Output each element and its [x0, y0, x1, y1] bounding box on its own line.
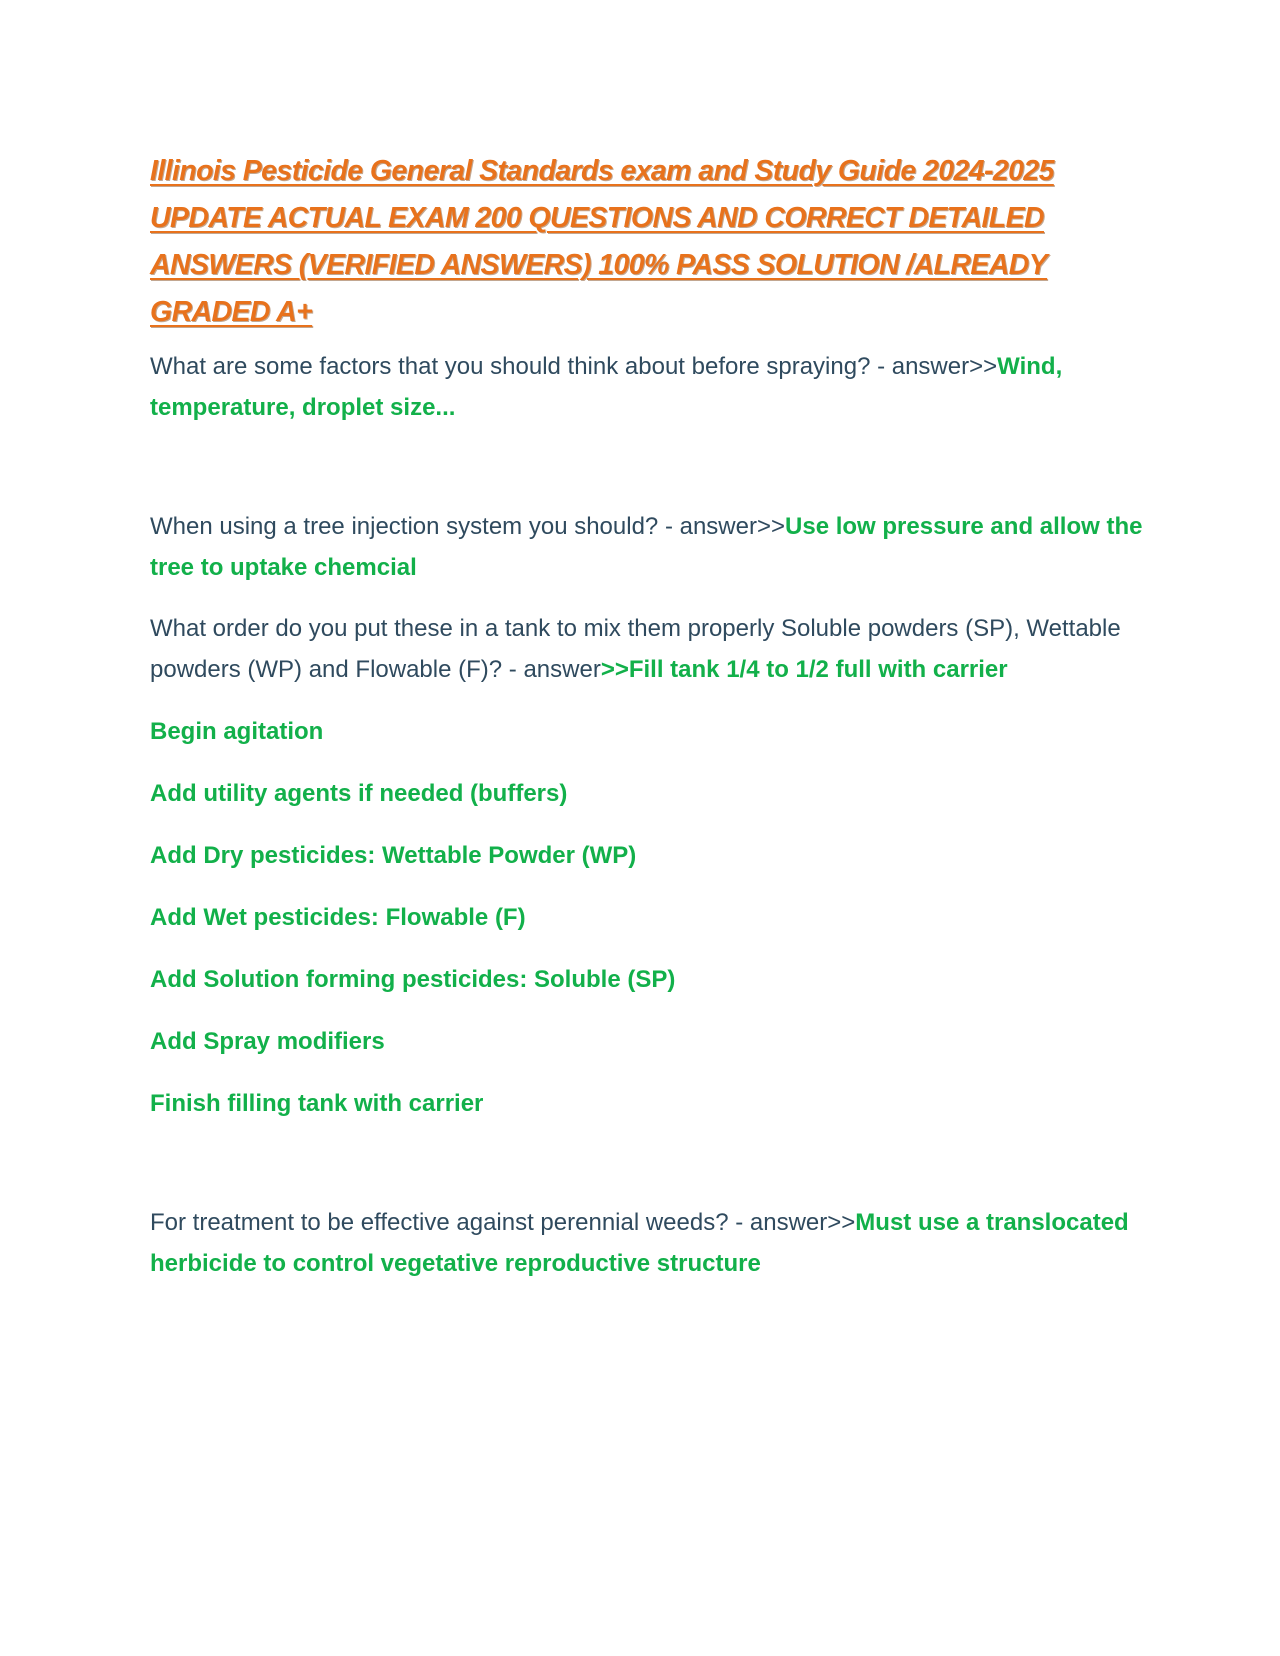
spacer	[150, 1000, 1150, 1021]
qa-item-tank-mix-order	[150, 608, 1150, 690]
answer-text: >>Fill tank 1/4 to 1/2 full with carrier	[600, 656, 1008, 683]
mixing-step: Begin agitation	[150, 718, 324, 745]
mixing-step: Add Dry pesticides: Wettable Powder (WP)	[150, 842, 637, 869]
question-text: For treatment to be effective against perennial weeds? - answer>>	[150, 1209, 856, 1236]
spacer	[150, 938, 1150, 959]
question-text: What order do you put these in a tank to mix them properly Soluble powders (SP), Wettable powders (WP) and Flowable (F)? - answer	[150, 615, 1121, 683]
qa-item-tree-injection	[150, 506, 1150, 588]
answer-text: Wind, temperature, droplet size...	[150, 353, 1063, 421]
spacer	[150, 814, 1150, 835]
qa-item-spraying-factors	[150, 346, 1150, 428]
mixing-step: Finish filling tank with carrier	[150, 1090, 484, 1117]
qa-item-perennial-weeds	[150, 1202, 1150, 1284]
spacer	[150, 690, 1150, 711]
document-title: Illinois Pesticide General Standards exam and Study Guide 2024-2025 UPDATE ACTUAL EXAM 200 QUESTIONS AND CORRECT DETAILED ANSWERS (VERIFIED ANSWERS) 100% PASS SOLUTION /ALREADY GRADED A+	[150, 155, 1054, 328]
spacer	[150, 588, 1150, 608]
question-text: When using a tree injection system you should? - answer>>	[150, 513, 786, 540]
mixing-step: Add Spray modifiers	[150, 1028, 385, 1055]
question-text: What are some factors that you should think about before spraying? - answer>>	[150, 353, 998, 380]
answer-text: Use low pressure and allow the tree to uptake chemcial	[150, 513, 1143, 581]
mixing-step: Add Wet pesticides: Flowable (F)	[150, 904, 526, 931]
spacer	[150, 1062, 1150, 1083]
spacer	[150, 428, 1150, 506]
mixing-step: Add Solution forming pesticides: Soluble (SP)	[150, 966, 676, 993]
spacer	[150, 1124, 1150, 1202]
document-page	[150, 148, 1150, 1284]
answer-text: Must use a translocated herbicide to control vegetative reproductive structure	[150, 1209, 1129, 1277]
spacer	[150, 876, 1150, 897]
spacer	[150, 752, 1150, 773]
mixing-step: Add utility agents if needed (buffers)	[150, 780, 568, 807]
